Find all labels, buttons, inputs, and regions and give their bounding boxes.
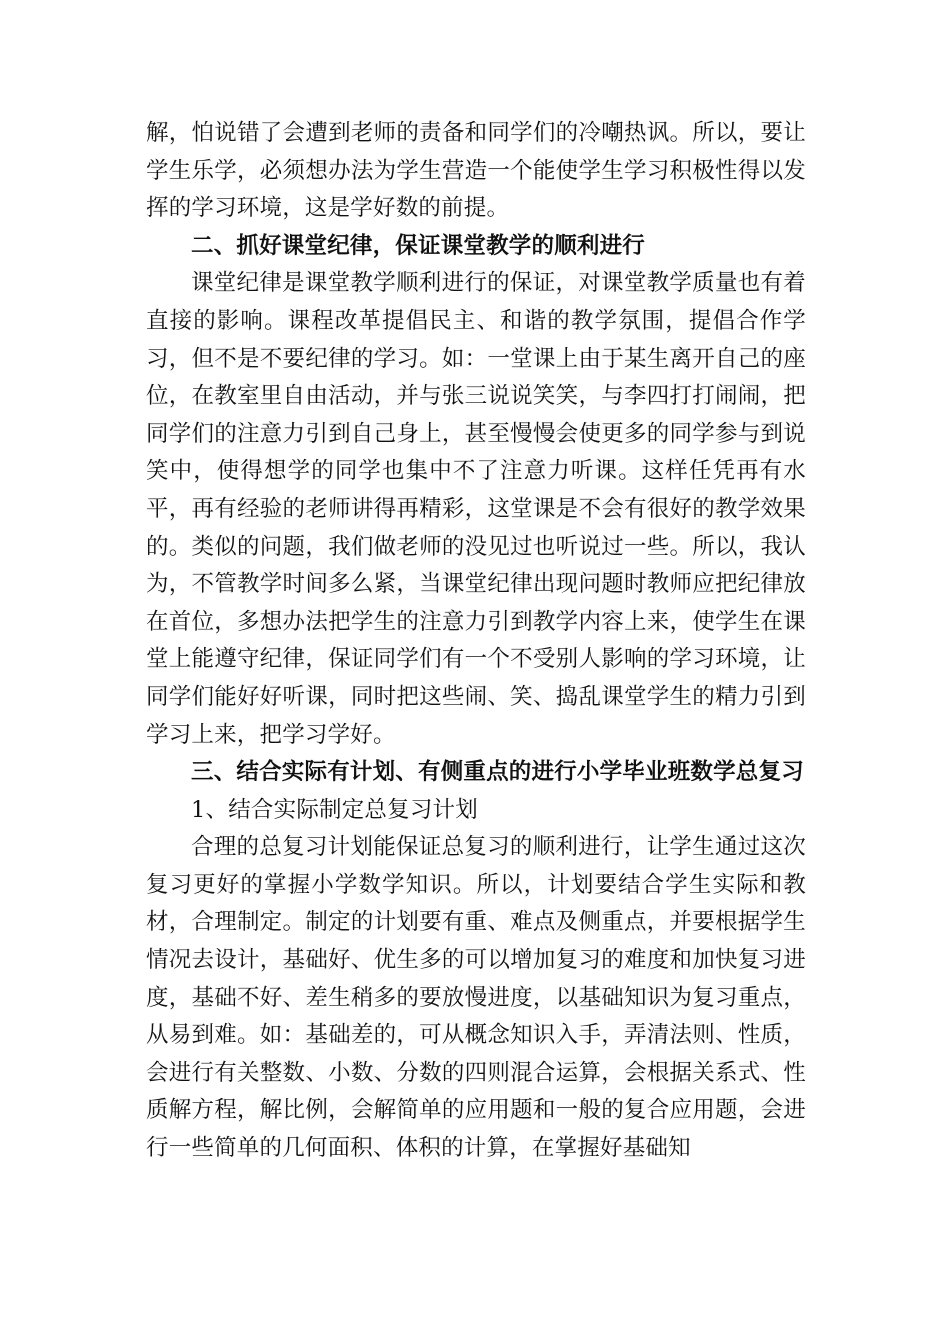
body-paragraph: 合理的总复习计划能保证总复习的顺利进行，让学生通过这次复习更好的掌握小学数学知识。所以，计划要结合学生实际和教材，合理制定。制定的计划要有重、难点及侧重点，并要根据学生情况去设计，基础好、优生多的可以增加复习的难度和加快复习进度，基础不好、差生稍多的要放慢进度，以基础知识为复习重点，从易到难。如：基础差的，可从概念知识入手，弄清法则、性质，会进行有关整数、小数、分数的四则混合运算，会根据关系式、性质解方程，解比例，会解简单的应用题和一般的复合应用题，会进行一些简单的几何面积、体积的计算，在掌握好基础知 [146,834,806,1162]
document-page [146,115,806,1168]
section-heading: 三、结合实际有计划、有侧重点的进行小学毕业班数学总复习 [191,759,804,786]
body-paragraph: 课堂纪律是课堂教学顺利进行的保证，对课堂教学质量也有着直接的影响。课程改革提倡民主、和谐的教学氛围，提倡合作学习，但不是不要纪律的学习。如：一堂课上由于某生离开自己的座位，在教室里自由活动，并与张三说说笑笑，与李四打打闹闹，把同学们的注意力引到自己身上，甚至慢慢会使更多的同学参与到说笑中，使得想学的同学也集中不了注意力听课。这样任凭再有水平，再有经验的老师讲得再精彩，这堂课是不会有很好的教学效果的。类似的问题，我们做老师的没见过也听说过一些。所以，我认为，不管教学时间多么紧，当课堂纪律出现问题时教师应把纪律放在首位，多想办法把学生的注意力引到教学内容上来，使学生在课堂上能遵守纪律，保证同学们有一个不受别人影响的学习环境，让同学们能好好听课，同时把这些闹、笑、捣乱课堂学生的精力引到学习上来，把学习学好。 [146,270,806,748]
body-paragraph: 解，怕说错了会遭到老师的责备和同学们的冷嘲热讽。所以，要让学生乐学，必须想办法为学生营造一个能使学生学习积极性得以发挥的学习环境，这是学好数的前提。 [146,120,806,222]
section-heading: 二、抓好课堂纪律，保证课堂教学的顺利进行 [191,232,646,259]
subsection-heading: 1、结合实际制定总复习计划 [191,796,478,823]
